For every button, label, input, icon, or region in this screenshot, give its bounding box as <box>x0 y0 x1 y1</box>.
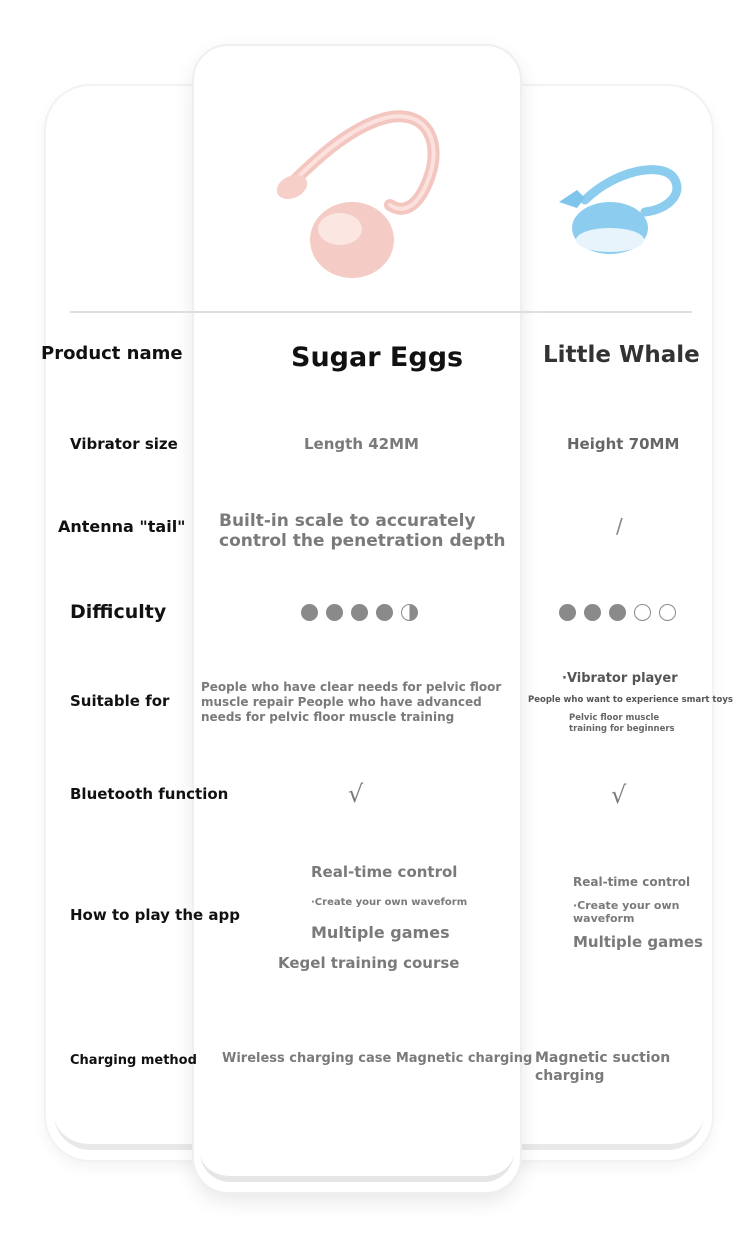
sugar-eggs-bluetooth-check: √ <box>348 780 364 808</box>
little-whale-image <box>555 160 705 260</box>
sugar-eggs-suitable-line1: People who have clear needs for pelvic floor <box>201 680 502 694</box>
difficulty-dot-filled <box>584 604 601 621</box>
sugar-eggs-play-2: ·Create your own waveform <box>311 897 468 908</box>
label-antenna: Antenna "tail" <box>58 517 186 536</box>
little-whale-play-3: Multiple games <box>573 933 703 951</box>
label-bluetooth: Bluetooth function <box>70 785 229 803</box>
difficulty-dot-empty <box>634 604 651 621</box>
difficulty-dot-filled <box>559 604 576 621</box>
header-divider <box>70 311 692 313</box>
difficulty-dot-filled <box>609 604 626 621</box>
sugar-eggs-name: Sugar Eggs <box>291 342 464 373</box>
label-vibrator-size: Vibrator size <box>70 435 178 453</box>
little-whale-suitable-2: People who want to experience smart toys <box>528 695 733 705</box>
little-whale-name: Little Whale <box>543 342 700 368</box>
little-whale-play-2a: ·Create your own <box>573 899 680 912</box>
sugar-eggs-antenna-line1: Built-in scale to accurately <box>219 511 476 531</box>
little-whale-play-2b: waveform <box>573 912 635 925</box>
little-whale-antenna: / <box>616 514 623 538</box>
difficulty-dot-empty <box>659 604 676 621</box>
little-whale-play-1: Real-time control <box>573 875 691 889</box>
sugar-eggs-suitable-line2: muscle repair People who have advanced <box>201 695 482 709</box>
sugar-eggs-size: Length 42MM <box>304 435 419 453</box>
label-difficulty: Difficulty <box>70 601 167 623</box>
little-whale-charging-line1: Magnetic suction <box>535 1050 671 1066</box>
label-charging: Charging method <box>70 1053 197 1068</box>
little-whale-suitable-1: ·Vibrator player <box>562 671 678 686</box>
little-whale-size: Height 70MM <box>567 435 680 453</box>
sugar-eggs-image <box>270 105 445 285</box>
sugar-eggs-play-1: Real-time control <box>311 863 458 881</box>
difficulty-dot-filled <box>351 604 368 621</box>
sugar-eggs-suitable-line3: needs for pelvic floor muscle training <box>201 710 455 724</box>
label-product-name: Product name <box>41 343 183 364</box>
difficulty-dot-filled <box>376 604 393 621</box>
little-whale-bluetooth-check: √ <box>611 781 627 809</box>
sugar-eggs-charging: Wireless charging case Magnetic charging <box>222 1051 533 1066</box>
little-whale-suitable-3a: Pelvic floor muscle <box>569 713 660 723</box>
sugar-eggs-difficulty <box>301 604 418 621</box>
little-whale-difficulty <box>559 604 676 621</box>
difficulty-dot-filled <box>301 604 318 621</box>
little-whale-charging-line2: charging <box>535 1068 605 1084</box>
sugar-eggs-play-4: Kegel training course <box>278 954 460 972</box>
difficulty-dot-filled <box>326 604 343 621</box>
difficulty-dot-half <box>401 604 418 621</box>
sugar-eggs-antenna-line2: control the penetration depth <box>219 531 506 551</box>
label-suitable-for: Suitable for <box>70 692 170 710</box>
little-whale-suitable-3b: training for beginners <box>569 724 675 734</box>
sugar-eggs-play-3: Multiple games <box>311 923 450 942</box>
label-how-to-play: How to play the app <box>70 906 241 924</box>
